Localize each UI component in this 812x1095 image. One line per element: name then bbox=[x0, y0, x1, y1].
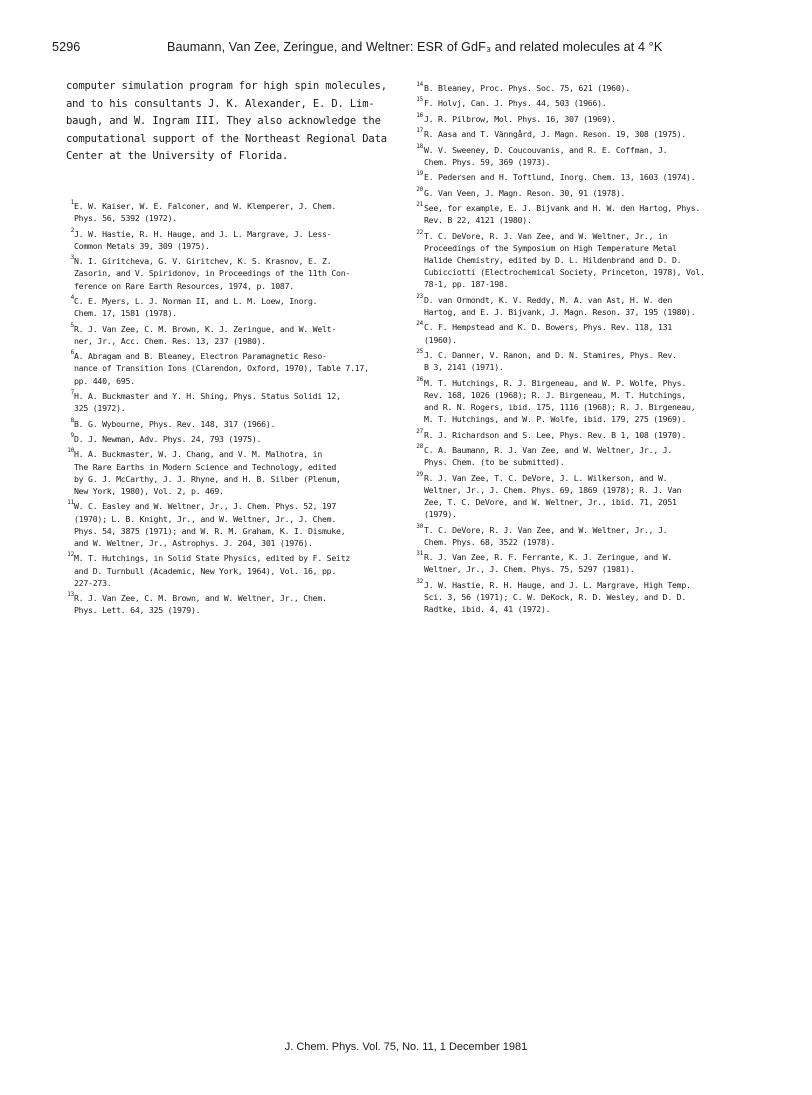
reference-item bbox=[416, 524, 762, 548]
right-column bbox=[416, 82, 762, 618]
left-column bbox=[66, 78, 396, 620]
reference-item bbox=[416, 429, 762, 441]
reference-item bbox=[66, 390, 396, 414]
reference-item bbox=[416, 472, 762, 521]
reference-text: A. Abragam and B. Bleaney, Electron Paramagnetic Reso- nance of Transition Ions (Clarendon, Oxford, 1970), Table 7.17, pp. 440, 695. bbox=[74, 351, 369, 386]
reference-text: H. A. Buckmaster and Y. H. Shing, Phys. Status Solidi 12, 325 (1972). bbox=[74, 390, 341, 414]
reference-text: R. J. Van Zee, C. M. Brown, and W. Weltner, Jr., Chem. Phys. Lett. 64, 325 (1979). bbox=[74, 593, 327, 616]
running-title: Baumann, Van Zee, Zeringue, and Weltner: ESR of GdF₃ and related molecules at 4 °K bbox=[167, 40, 663, 54]
reference-text: T. C. DeVore, R. J. Van Zee, and W. Weltner, Jr., J. Chem. Phys. 68, 3522 (1978). bbox=[424, 524, 668, 547]
reference-number: 10 bbox=[67, 447, 74, 455]
reference-number: 25 bbox=[416, 347, 423, 355]
reference-item bbox=[416, 230, 762, 291]
reference-number: 4 bbox=[70, 293, 74, 301]
reference-number: 7 bbox=[70, 388, 74, 396]
reference-number: 20 bbox=[416, 185, 423, 193]
reference-item bbox=[416, 551, 762, 575]
reference-item bbox=[66, 418, 396, 430]
reference-number: 17 bbox=[416, 127, 423, 135]
reference-text: E. Pedersen and H. Toftlund, Inorg. Chem. 13, 1603 (1974). bbox=[424, 172, 696, 183]
references-right bbox=[416, 82, 762, 615]
reference-text: M. T. Hutchings, R. J. Birgeneau, and W. P. Wolfe, Phys. Rev. 168, 1026 (1968); R. J. Birgeneau, M. T. Hutchings, and R. N. Rogers, ibid. 175, 1116 (1968); R. J. Birgeneau, M. T. Hutchings, and W. P. Wolfe, ibid. 179, 275 (1969). bbox=[424, 377, 696, 425]
reference-number: 24 bbox=[416, 320, 423, 328]
reference-item bbox=[66, 295, 396, 319]
reference-text: B. Bleaney, Proc. Phys. Soc. 75, 621 (1960). bbox=[424, 83, 630, 93]
reference-item bbox=[416, 202, 762, 226]
reference-item bbox=[66, 500, 396, 549]
reference-text: R. Aasa and T. Vänngård, J. Magn. Reson. 19, 308 (1975). bbox=[424, 129, 687, 140]
reference-text: W. C. Easley and W. Weltner, Jr., J. Chem. Phys. 52, 197 (1970); L. B. Knight, Jr., and W. Weltner, Jr., J. Chem. Phys. 54, 3875 (1971); and W. R. M. Graham, K. I. Dismuke, and W. Weltner, Jr., Astrophys. J. 204, 301 (1976). bbox=[74, 501, 346, 548]
reference-item bbox=[66, 552, 396, 589]
reference-number: 12 bbox=[67, 551, 74, 559]
reference-text: D. J. Newman, Adv. Phys. 24, 793 (1975). bbox=[74, 433, 262, 444]
reference-text: H. A. Buckmaster, W. J. Chang, and V. M. Malhotra, in The Rare Earths in Modern Science and Technology, edited by G. J. McCarthy, J. J. Rhyne, and H. B. Silber (Plenum, New York, 1980), Vol. 2, p. 469. bbox=[74, 449, 341, 496]
reference-text: W. V. Sweeney, D. Coucouvanis, and R. E. Coffman, J. Chem. Phys. 59, 369 (1973). bbox=[424, 144, 668, 167]
reference-number: 5 bbox=[70, 321, 74, 329]
reference-number: 9 bbox=[70, 431, 74, 439]
page-number: 5296 bbox=[52, 40, 81, 54]
reference-number: 2 bbox=[70, 226, 74, 234]
reference-number: 6 bbox=[70, 349, 74, 357]
reference-item bbox=[416, 349, 762, 373]
reference-item bbox=[66, 448, 396, 497]
reference-text: See, for example, E. J. Bijvank and H. W. den Hartog, Phys. Rev. B 22, 4121 (1980). bbox=[424, 202, 701, 226]
reference-item bbox=[416, 82, 762, 94]
reference-text: C. E. Myers, L. J. Norman II, and L. M. Loew, Inorg. Chem. 17, 1581 (1978). bbox=[74, 295, 318, 319]
reference-text: J. C. Danner, V. Ranon, and D. N. Stamires, Phys. Rev. B 3, 2141 (1971). bbox=[424, 349, 677, 373]
reference-item bbox=[416, 144, 762, 168]
reference-item bbox=[66, 323, 396, 347]
reference-text: B. G. Wybourne, Phys. Rev. 148, 317 (1966). bbox=[74, 418, 276, 429]
references-left bbox=[66, 200, 396, 617]
reference-item bbox=[416, 128, 762, 140]
reference-number: 3 bbox=[70, 254, 74, 262]
reference-text: R. J. Richardson and S. Lee, Phys. Rev. B 1, 108 (1970). bbox=[424, 429, 687, 440]
reference-number: 22 bbox=[416, 228, 423, 236]
reference-item bbox=[416, 321, 762, 345]
reference-number: 32 bbox=[416, 577, 423, 585]
journal-footer: J. Chem. Phys. Vol. 75, No. 11, 1 December 1981 bbox=[284, 1041, 528, 1053]
reference-text: J. R. Pilbrow, Mol. Phys. 16, 307 (1969). bbox=[424, 113, 616, 124]
reference-number: 30 bbox=[416, 522, 423, 530]
reference-number: 13 bbox=[67, 591, 74, 599]
reference-number: 8 bbox=[70, 416, 74, 424]
reference-item bbox=[416, 187, 762, 199]
reference-number: 19 bbox=[416, 170, 423, 178]
reference-number: 31 bbox=[416, 550, 423, 558]
reference-item bbox=[66, 228, 396, 252]
reference-item bbox=[66, 255, 396, 292]
reference-text: R. J. Van Zee, C. M. Brown, K. J. Zeringue, and W. Welt- ner, Jr., Acc. Chem. Res. 13, 237 (1980). bbox=[74, 323, 337, 346]
reference-text: F. Holvj, Can. J. Phys. 44, 503 (1966). bbox=[424, 98, 607, 109]
reference-number: 16 bbox=[416, 111, 423, 119]
acknowledgment-paragraph: computer simulation program for high spin molecules, and to his consultants J. K. Alexander, E. D. Lim- baugh, and W. Ingram III. They also acknowledge the computational support of the Northeast Regional Data Center at the University of Florida. bbox=[66, 80, 387, 163]
reference-item bbox=[416, 579, 762, 616]
reference-number: 23 bbox=[416, 292, 423, 300]
reference-number: 26 bbox=[416, 375, 423, 383]
reference-item bbox=[66, 592, 396, 616]
reference-number: 27 bbox=[416, 427, 423, 435]
reference-item bbox=[416, 171, 762, 183]
reference-number: 18 bbox=[416, 142, 423, 150]
reference-item bbox=[416, 294, 762, 318]
reference-number: 14 bbox=[416, 81, 423, 88]
reference-text: D. van Ormondt, K. V. Reddy, M. A. van Ast, H. W. den Hartog, and E. J. Bijvank, J. Magn. Reson. 37, 195 (1980). bbox=[424, 294, 696, 317]
reference-text: G. Van Veen, J. Magn. Reson. 30, 91 (1978). bbox=[424, 187, 626, 198]
reference-item bbox=[416, 444, 762, 468]
reference-item bbox=[66, 433, 396, 445]
reference-text: R. J. Van Zee, R. F. Ferrante, K. J. Zeringue, and W. Weltner, Jr., J. Chem. Phys. 75, 5297 (1981). bbox=[424, 552, 673, 575]
reference-item bbox=[416, 113, 762, 125]
reference-item bbox=[416, 377, 762, 426]
reference-item bbox=[66, 200, 396, 224]
reference-text: J. W. Hastie, R. H. Hauge, and J. L. Margrave, J. Less- Common Metals 39, 309 (1975). bbox=[74, 228, 332, 251]
reference-text: E. W. Kaiser, W. E. Falconer, and W. Klemperer, J. Chem. Phys. 56, 5392 (1972). bbox=[74, 200, 337, 224]
reference-number: 15 bbox=[416, 96, 423, 104]
reference-number: 1 bbox=[70, 198, 74, 206]
reference-text: C. A. Baumann, R. J. Van Zee, and W. Weltner, Jr., J. Phys. Chem. (to be submitted). bbox=[424, 444, 673, 468]
running-header bbox=[52, 40, 764, 60]
reference-item bbox=[416, 97, 762, 109]
reference-number: 21 bbox=[416, 200, 423, 208]
reference-item bbox=[66, 350, 396, 387]
reference-number: 29 bbox=[416, 470, 423, 478]
reference-text: C. F. Hempstead and K. D. Bowers, Phys. Rev. 118, 131 (1960). bbox=[424, 322, 673, 345]
reference-text: J. W. Hastie, R. H. Hauge, and J. L. Margrave, High Temp. Sci. 3, 56 (1971); C. W. DeKock, R. D. Wesley, and D. D. Radtke, ibid. 4, 41 (1972). bbox=[424, 579, 691, 615]
reference-number: 28 bbox=[416, 442, 423, 450]
reference-text: R. J. Van Zee, T. C. DeVore, J. L. Wilkerson, and W. Weltner, Jr., J. Chem. Phys. 69, 1869 (1978); R. J. Van Zee, T. C. DeVore, and W. Weltner, Jr., ibid. 71, 2051 (1979). bbox=[424, 472, 682, 520]
reference-text: M. T. Hutchings, in Solid State Physics, edited by F. Seitz and D. Turnbull (Academic, New York, 1964), Vol. 16, pp. 227-273. bbox=[74, 553, 351, 588]
reference-number: 11 bbox=[67, 499, 74, 507]
reference-text: N. I. Giritcheva, G. V. Giritchev, K. S. Krasnov, E. Z. Zasorin, and V. Spiridonov, in Proceedings of the 11th Con- ference on Rare Earth Resources, 1974, p. 1087. bbox=[74, 256, 351, 291]
reference-text: T. C. DeVore, R. J. Van Zee, and W. Weltner, Jr., in Proceedings of the Symposium on High Temperature Metal Halide Chemistry, edited by D. L. Hildenbrand and D. D. Cubicciotti (Electrochemical Society, Princeton, 1978), Vol. 78-1, pp. 187-198. bbox=[424, 230, 705, 290]
